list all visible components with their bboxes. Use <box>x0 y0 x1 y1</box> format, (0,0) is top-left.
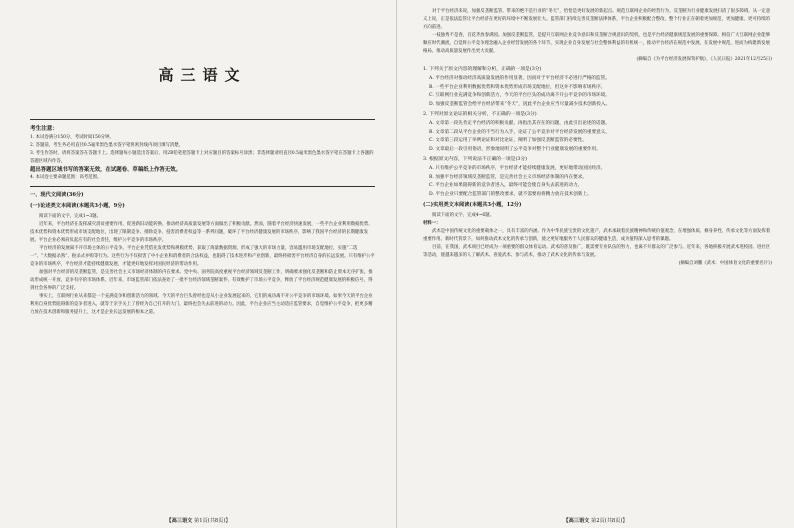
question-1-option: C. 互联网行业充满竞争和创新活力，今天的平台巨头的成功离不开公平竞争的市场环境。 <box>429 93 610 98</box>
question-1-option: A. 平台经济对推动经济高质量发展的作用显著，因而对于平台经济不必进行严格的监管。 <box>429 76 610 81</box>
passage-paragraph: 一枝独秀不是春，百花齐放春满园。加强反垄断监管，是提升互联网企业竞争意识和反垄断合规意识的契机，也是平台经济健康规范发展的重要保障。相信广大互联网企业能够顺应时代潮流，自觉将公平竞争理念融入企业经营发展的各个环节，实现企业自身发展与社会整体利益的有机统一，推动平台经济在规范中发展、在发展中规范，进而为构建新发展格局、推动高质量发展作出更大贡献。 <box>423 33 771 54</box>
subsection-heading: (二)实用类文本阅读(本题共3小题，12分) <box>423 202 522 208</box>
question-3-option: C. 平台企业如果阻碍新的竞争者进入，最终可能会使自身失去前进的动力。 <box>429 183 583 188</box>
passage-paragraph: 近年来，平台经济在发挥减灾消贫重要作用、促进新旧动能转换、推动经济高质量发展等方面做出了积极贡献。然而，随着平台经济快速发展，一些平台企业利用数据优势、技术优势和资本优势形成市场支配地位，出现了限制竞争、排除竞争、侵害消费者权益等一系列问题，破坏了平台经济健康发展的市场秩序，影响了我国平台经济的长期健康发展。平台企业必须肩负起应有的社会责任，维护公平竞争的市场秩序。 <box>30 222 373 243</box>
reading-instruction: 阅读下面的文字，完成1~3题。 <box>39 214 101 219</box>
passage-paragraph: 对于平台经济来说，加强反垄断监管、带来的绝不是行业的“冬天”，恰恰是更好发展的新起点。规范互联网企业的经营行为，反垄断为行业健康发展扫清了很多障碍，从一定意义上说，正是依法监管让平台经济在更好的环境中不断发展壮大。监管部门持续完善反垄断法律体系，平台企业积极配合整改，整个行业正在朝着更加规范、更加健康、更可持续的方向前进。 <box>423 9 771 30</box>
question-2-option: C. 文章第三段运用了举例论证和对比论证，阐明了加强反垄断监管的必要性。 <box>429 138 587 143</box>
question-1-option: B. 一些平台企业利用数据优势和资本优势形成市场支配地位，但这并不影响市场秩序。 <box>429 84 606 90</box>
page-footer <box>0 517 397 524</box>
question-2-option: A. 文章第一段先肯定平台经济的积极贡献，再指出其存在的问题，由此引出论述的话题。 <box>429 121 610 126</box>
notice-item: 4. 本试卷主要命题范围：高考范围。 <box>30 175 102 180</box>
material-paragraph: 武术是中国传统文化的重要载体之一，具有丰富的内涵。作为中华民族宝贵的文化遗产，武术承载着民族精神和传统价值观念，在增强体质、修身养性、传承文化等方面发挥着重要作用。新时代背景下，如何推动武术文化的传承与创新，使之更好地服务于人民群众的健康生活，成为值得深入思考的课题。 <box>423 229 771 242</box>
notice-bottom-rule <box>30 186 375 187</box>
passage-paragraph: 平台经济的发展离不开市场主体的公平竞争。平台企业凭借先发优势和规模优势，获取了海量数据资源，形成了强大的市场力量，容易滥用市场支配地位，实施“二选一”、“大数据杀熟”、扼杀式并购等行为。这些行为不仅损害了中小企业和消费者的合法权益，也阻碍了技术进步和产业创新，最终将损害平台经济自身的长远发展。只有维护公平竞争的市场秩序，平台经济才能持续健康发展，才能更好地发挥对国民经济的带动作用。 <box>30 246 375 267</box>
notice-top-rule <box>30 119 375 120</box>
footer-page-number: 第2页(共8页)】 <box>591 518 628 524</box>
question-2: 2. 下列对原文论证的相关分析，不正确的一项是(3分) <box>423 112 537 117</box>
material-source: (摘编自刘鹏《武术：中国体育文化的重要名片》) <box>678 261 772 266</box>
notice-item: 2. 答题前，考生务必用直径0.5毫米黑色墨水签字笔将密封线内项目填写清楚。 <box>30 143 184 148</box>
passage-source: (摘编自《为平台经济发展保驾护航》，《人民日报》2021年12月25日) <box>636 57 772 62</box>
footer-page-number: 第1页(共8页)】 <box>194 518 231 524</box>
material-paragraph: 目前，在我国，武术项目已经成为一项重要的群众体育运动。武术的普及推广，既需要专业队伍的努力，也离不开群众的广泛参与。近年来，各地积极开展武术进校园、进社区等活动，使越来越多的人了解武术、喜爱武术、参与武术，推动了武术文化的传承与发展。 <box>423 245 771 258</box>
material-label: 材料一： <box>423 221 441 226</box>
page-title: 高三语文 <box>158 66 247 84</box>
footer-label: 【高三语文 <box>166 518 193 524</box>
section-heading: 一、现代文阅读(36分) <box>30 192 84 198</box>
notice-highlight: 超出答题区域书写的答案无效，在试题卷、草稿纸上作答无效。 <box>30 167 181 173</box>
footer-label: 【高三语文 <box>563 518 590 524</box>
question-3-option: B. 加强平台经济领域反垄断监管，是完善社会主义市场经济体制的内在要求。 <box>429 174 587 180</box>
notice-item: 1. 本试卷满分150分，考试时间150分钟。 <box>30 135 114 140</box>
reading-instruction: 阅读下面的文字，完成4~6题。 <box>432 213 494 218</box>
question-3: 3. 根据原文内容，下列说法不正确的一项是(3分) <box>423 157 528 162</box>
passage-paragraph: 事实上，互联网行业从来都是一个充满竞争和创新活力的领域。今天的平台巨头曾经也是从小企业发展起来的，它们的成功离不开公平竞争的市场环境。如果今天的平台企业利用自身优势阻碍新的竞争者进入，就等于亲手关上了曾经为自己打开的大门，最终也会失去前进的动力。因此，平台企业应当主动适应监管要求，自觉维护公平竞争，把更多精力放在技术创新和服务提升上，这才是企业长远发展的根本之道。 <box>30 294 373 315</box>
question-1: 1. 下列关于原文内容的理解和分析，正确的一项是(3分) <box>423 67 542 72</box>
question-1-option: D. 加强反垄断监管会给平台经济带来“冬天”，因此平台企业应当尽量减少技术创新投入。 <box>429 101 611 107</box>
notice-item: 3. 考生作答时，请将答案答在答题卡上。选择题每小题选出答案后，用2B铅笔把答题卡上对应题目的答案标号涂黑；非选择题请用直径0.5毫米黑色墨水签字笔在答题卡上各题的答题区域内作答， <box>30 151 374 164</box>
page-right <box>397 0 794 528</box>
question-3-option: D. 平台企业只要配合监管部门的整改要求，就不需要再将精力放在技术创新上。 <box>429 191 592 197</box>
question-2-option: D. 文章最后一段引用俗语，形象地说明了公平竞争对整个行业健康发展的重要作用。 <box>429 146 601 152</box>
page-footer <box>397 517 794 524</box>
notice-heading: 考生注意： <box>30 126 58 132</box>
subsection-heading: (一)论述类文本阅读(本题共3小题，9分) <box>30 203 125 209</box>
question-2-option: B. 文章第二段从平台企业的不当行为入手，论证了公平竞争对平台经济发展的重要意义。 <box>429 129 610 135</box>
question-3-option: A. 只有维护公平竞争的市场秩序，平台经济才能持续健康发展，更好地带动国民经济。 <box>429 166 606 171</box>
passage-paragraph: 加强对平台经济的反垄断监管，是完善社会主义市场经济体制的内在要求。党中央、国务院高度重视平台经济领域反垄断工作，明确要求强化反垄断和防止资本无序扩张，推动形成统一开放、竞争有序的市场体系。近年来，市场监管部门依法查处了一批平台经济领域垄断案件，有效维护了市场公平竞争，释放了平台经济规范健康发展的积极信号，得到社会各界的广泛支持。 <box>30 270 373 291</box>
